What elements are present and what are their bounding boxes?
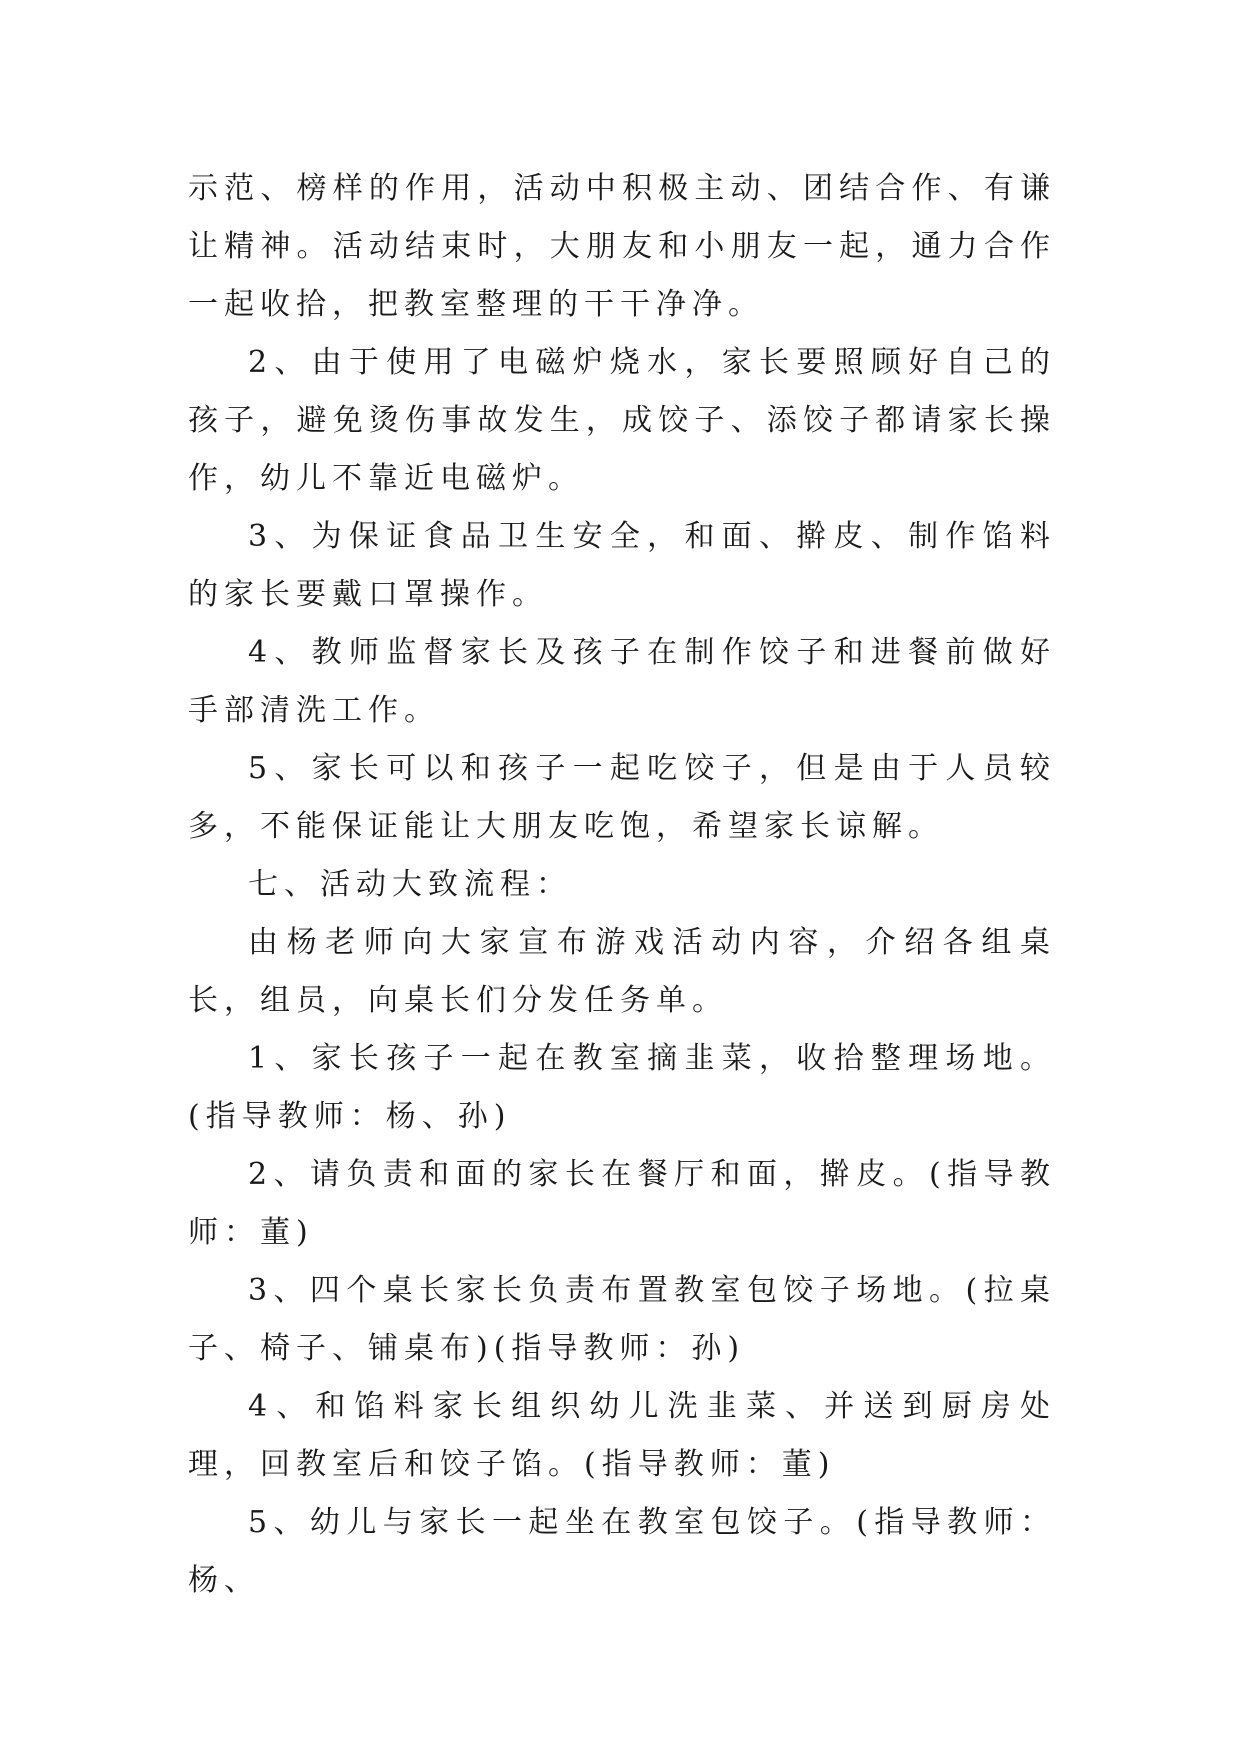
- paragraph-step-1: 1、家长孩子一起在教室摘韭菜，收拾整理场地。(指导教师：杨、孙): [188, 1041, 1056, 1134]
- paragraph-process-intro: 由杨老师向大家宣布游戏活动内容，介绍各组桌长，组员，向桌长们分发任务单。: [188, 925, 1056, 1018]
- paragraph-step-2: 2、请负责和面的家长在餐厅和面，擀皮。(指导教师：董): [188, 1157, 1056, 1250]
- paragraph-continuation: 示范、榜样的作用，活动中积极主动、团结合作、有谦让精神。活动结束时，大朋友和小朋友一起，通力合作一起收拾，把教室整理的干干净净。: [188, 171, 1056, 322]
- paragraph-step-4: 4、和馅料家长组织幼儿洗韭菜、并送到厨房处理，回教室后和饺子馅。(指导教师：董): [188, 1389, 1056, 1482]
- paragraph-item-2-safety: 2、由于使用了电磁炉烧水，家长要照顾好自己的孩子，避免烫伤事故发生，成饺子、添饺子都请家长操作，幼儿不靠近电磁炉。: [188, 345, 1056, 496]
- section-heading-process: 七、活动大致流程：: [248, 867, 572, 902]
- paragraph-step-5: 5、幼儿与家长一起坐在教室包饺子。(指导教师：杨、: [188, 1505, 1056, 1598]
- paragraph-item-5-eating: 5、家长可以和孩子一起吃饺子，但是由于人员较多，不能保证能让大朋友吃饱，希望家长谅解。: [188, 751, 1056, 844]
- paragraph-item-3-hygiene: 3、为保证食品卫生安全，和面、擀皮、制作馅料的家长要戴口罩操作。: [188, 519, 1056, 612]
- document-body: [188, 160, 1056, 1610]
- paragraph-step-3: 3、四个桌长家长负责布置教室包饺子场地。(拉桌子、椅子、铺桌布)(指导教师：孙): [188, 1273, 1056, 1366]
- paragraph-item-4-handwashing: 4、教师监督家长及孩子在制作饺子和进餐前做好手部清洗工作。: [188, 635, 1056, 728]
